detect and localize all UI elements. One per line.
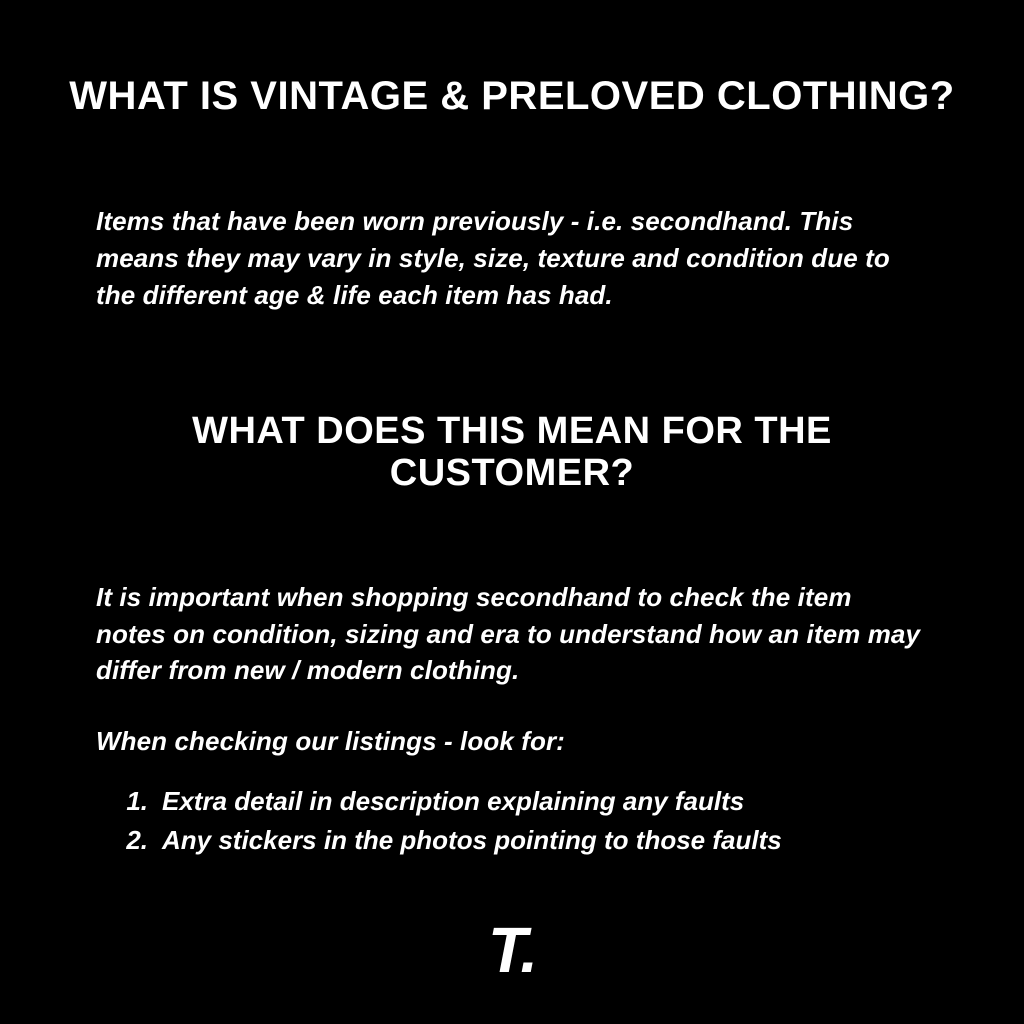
- customer-guidance-paragraph: It is important when shopping secondhand to check the item notes on condition, sizing and era to understand how an item may differ from new / modern clothing.: [96, 581, 921, 686]
- brand-logo: T.: [487, 914, 537, 986]
- definition-paragraph: Items that have been worn previously - i.e. secondhand. This means they may vary in style, size, texture and condition due to the different age & life each item has had.: [96, 205, 890, 310]
- section-title: WHAT DOES THIS MEAN FOR THE CUSTOMER?: [192, 409, 832, 495]
- checklist: [0, 782, 1024, 860]
- list-item-label: Any stickers in the photos pointing to those faults: [162, 825, 782, 856]
- list-item-number: 2.: [126, 825, 148, 856]
- page-title: WHAT IS VINTAGE & PRELOVED CLOTHING?: [69, 74, 955, 118]
- listings-prompt-paragraph: When checking our listings - look for:: [96, 726, 565, 757]
- list-item: [96, 782, 928, 821]
- list-item: [96, 821, 928, 860]
- list-item-number: 1.: [126, 786, 148, 817]
- section-heading-wrap: [0, 410, 1024, 495]
- list-item-label: Extra detail in description explaining any faults: [162, 786, 745, 817]
